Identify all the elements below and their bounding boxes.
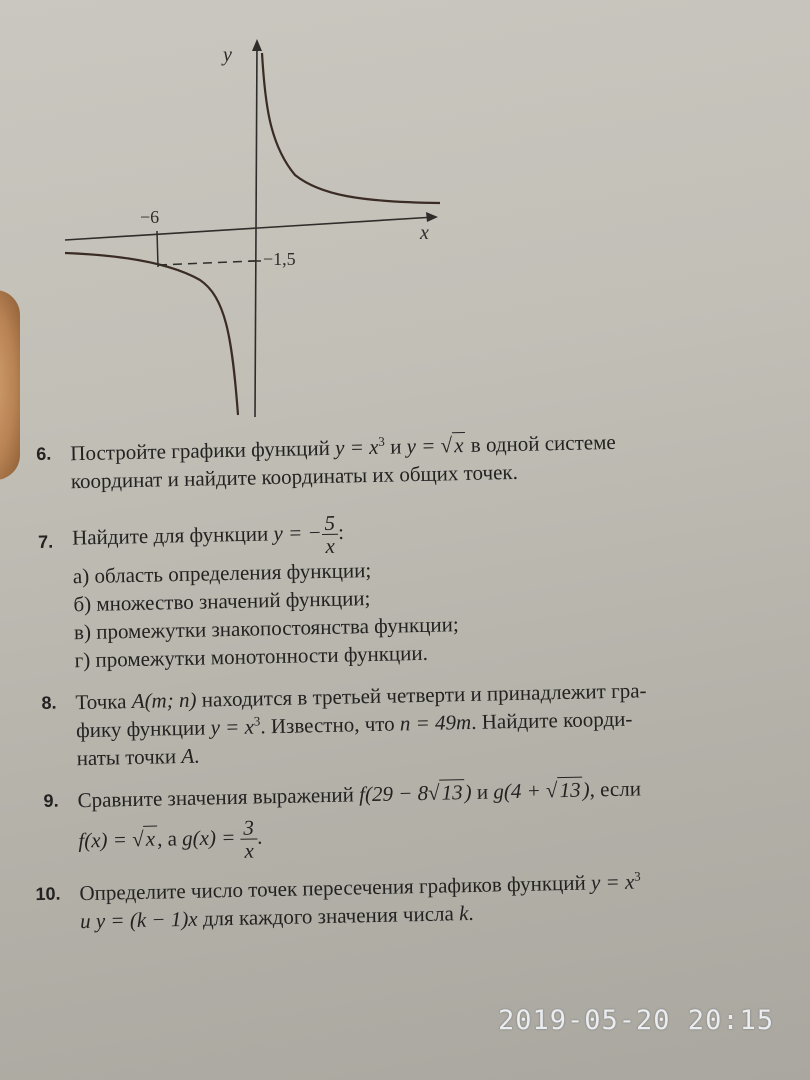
- problem-number: 10.: [35, 883, 61, 905]
- formula: f(29 − 8: [358, 780, 429, 807]
- formula: y = x: [334, 434, 379, 460]
- problem-7-item-c: в) промежутки знакопостоянства функции;: [73, 612, 459, 645]
- x-axis-arrow: [426, 212, 438, 222]
- text: , если: [589, 776, 642, 802]
- sqrt-radicand: 13: [439, 779, 465, 805]
- text: в одной системе: [465, 429, 616, 458]
- hyperbola-graph: [60, 35, 450, 425]
- problem-9: [43, 772, 764, 866]
- text: Постройте графики функций: [70, 435, 336, 466]
- text: , а: [156, 826, 183, 851]
- formula: ): [582, 777, 590, 802]
- problem-10: [35, 865, 766, 936]
- y-axis-arrow: [252, 39, 262, 51]
- y-axis-label: y: [223, 44, 232, 66]
- denominator: x: [244, 838, 255, 863]
- text: .: [256, 824, 263, 849]
- text: и: [471, 779, 494, 804]
- numerator: 3: [240, 816, 257, 839]
- formula: ): [464, 779, 472, 805]
- y-axis: [255, 43, 257, 417]
- sqrt-radicand: 13: [557, 777, 583, 803]
- text: Точка: [75, 689, 132, 715]
- problem-list: [36, 425, 767, 950]
- numerator: 5: [321, 512, 338, 535]
- problem-number: 8.: [41, 692, 57, 713]
- problem-number: 6.: [36, 443, 52, 464]
- x-axis-label: x: [420, 222, 429, 244]
- fraction: [321, 512, 338, 557]
- problem-8: [41, 674, 763, 773]
- text: . Известно, что: [260, 711, 401, 739]
- problem-7-item-a: а) область определения функции;: [72, 558, 372, 589]
- finger: [0, 290, 20, 480]
- dashed-guide: [158, 261, 255, 265]
- text: фику функции: [75, 715, 211, 743]
- problem-9-line-2: f(x) = √x, а g(x) = $\frac{3}{x}$ .: [78, 815, 263, 863]
- y-marker-label: −1,5: [263, 249, 296, 269]
- problem-9-line-1: Сравните значения выражений f(29 − 8√13) и g(4 + √13), если: [77, 776, 642, 813]
- text: находится в третьей четверти и принадлежит гра-: [196, 678, 647, 712]
- formula: g(x) =: [181, 825, 241, 851]
- x-axis: [65, 217, 435, 240]
- exponent: 3: [253, 713, 261, 729]
- sqrt-radicand: x: [143, 826, 157, 851]
- denominator: x: [325, 533, 336, 558]
- hyperbola-branch-lower: [65, 253, 238, 415]
- fraction: [240, 816, 257, 861]
- exponent: 3: [633, 868, 641, 884]
- formula: y = x: [590, 869, 635, 895]
- text: Сравните значения выражений: [77, 782, 360, 813]
- text: .: [468, 900, 474, 926]
- formula: g(4 +: [493, 778, 547, 804]
- formula: A(m; n): [131, 687, 197, 714]
- formula: и y = (k − 1)x: [79, 906, 198, 934]
- photo-timestamp: 2019-05-20 20:15: [498, 1005, 775, 1036]
- text: наты точки: [76, 744, 182, 771]
- x-tick-mark: [157, 231, 158, 267]
- exponent: 3: [378, 433, 385, 449]
- text: Найдите для функции: [71, 521, 274, 550]
- formula: k: [458, 901, 469, 926]
- problem-7: [38, 503, 761, 675]
- text: :: [337, 519, 345, 545]
- problem-7-item-b: б) множество значений функции;: [73, 586, 371, 617]
- problem-number: 7.: [37, 531, 54, 552]
- text: для каждого значения числа: [197, 901, 460, 931]
- text: Определите число точек пересечения графиков функций: [79, 870, 592, 906]
- hyperbola-branch-upper: [262, 53, 440, 203]
- formula: y =: [406, 433, 441, 459]
- formula: A: [181, 743, 195, 769]
- text: .: [193, 743, 200, 768]
- text: и: [384, 434, 407, 459]
- x-marker-label: −6: [140, 207, 160, 227]
- text: . Найдите коорди-: [470, 706, 633, 734]
- problem-number: 9.: [43, 790, 59, 811]
- problem-7-item-d: г) промежутки монотонности функции.: [74, 640, 429, 673]
- sqrt-radicand: x: [452, 432, 466, 457]
- formula: f(x) =: [78, 827, 133, 853]
- graph-svg: [60, 35, 450, 425]
- problem-6-line-2: координат и найдите координаты их общих точек.: [70, 459, 519, 494]
- formula: y = −: [273, 520, 322, 546]
- problem-6-line-1: Постройте графики функций $y = x^3$ и y = √x в одной системе: [70, 429, 616, 466]
- formula: n = 49m: [399, 709, 472, 736]
- formula: y = x: [210, 714, 255, 740]
